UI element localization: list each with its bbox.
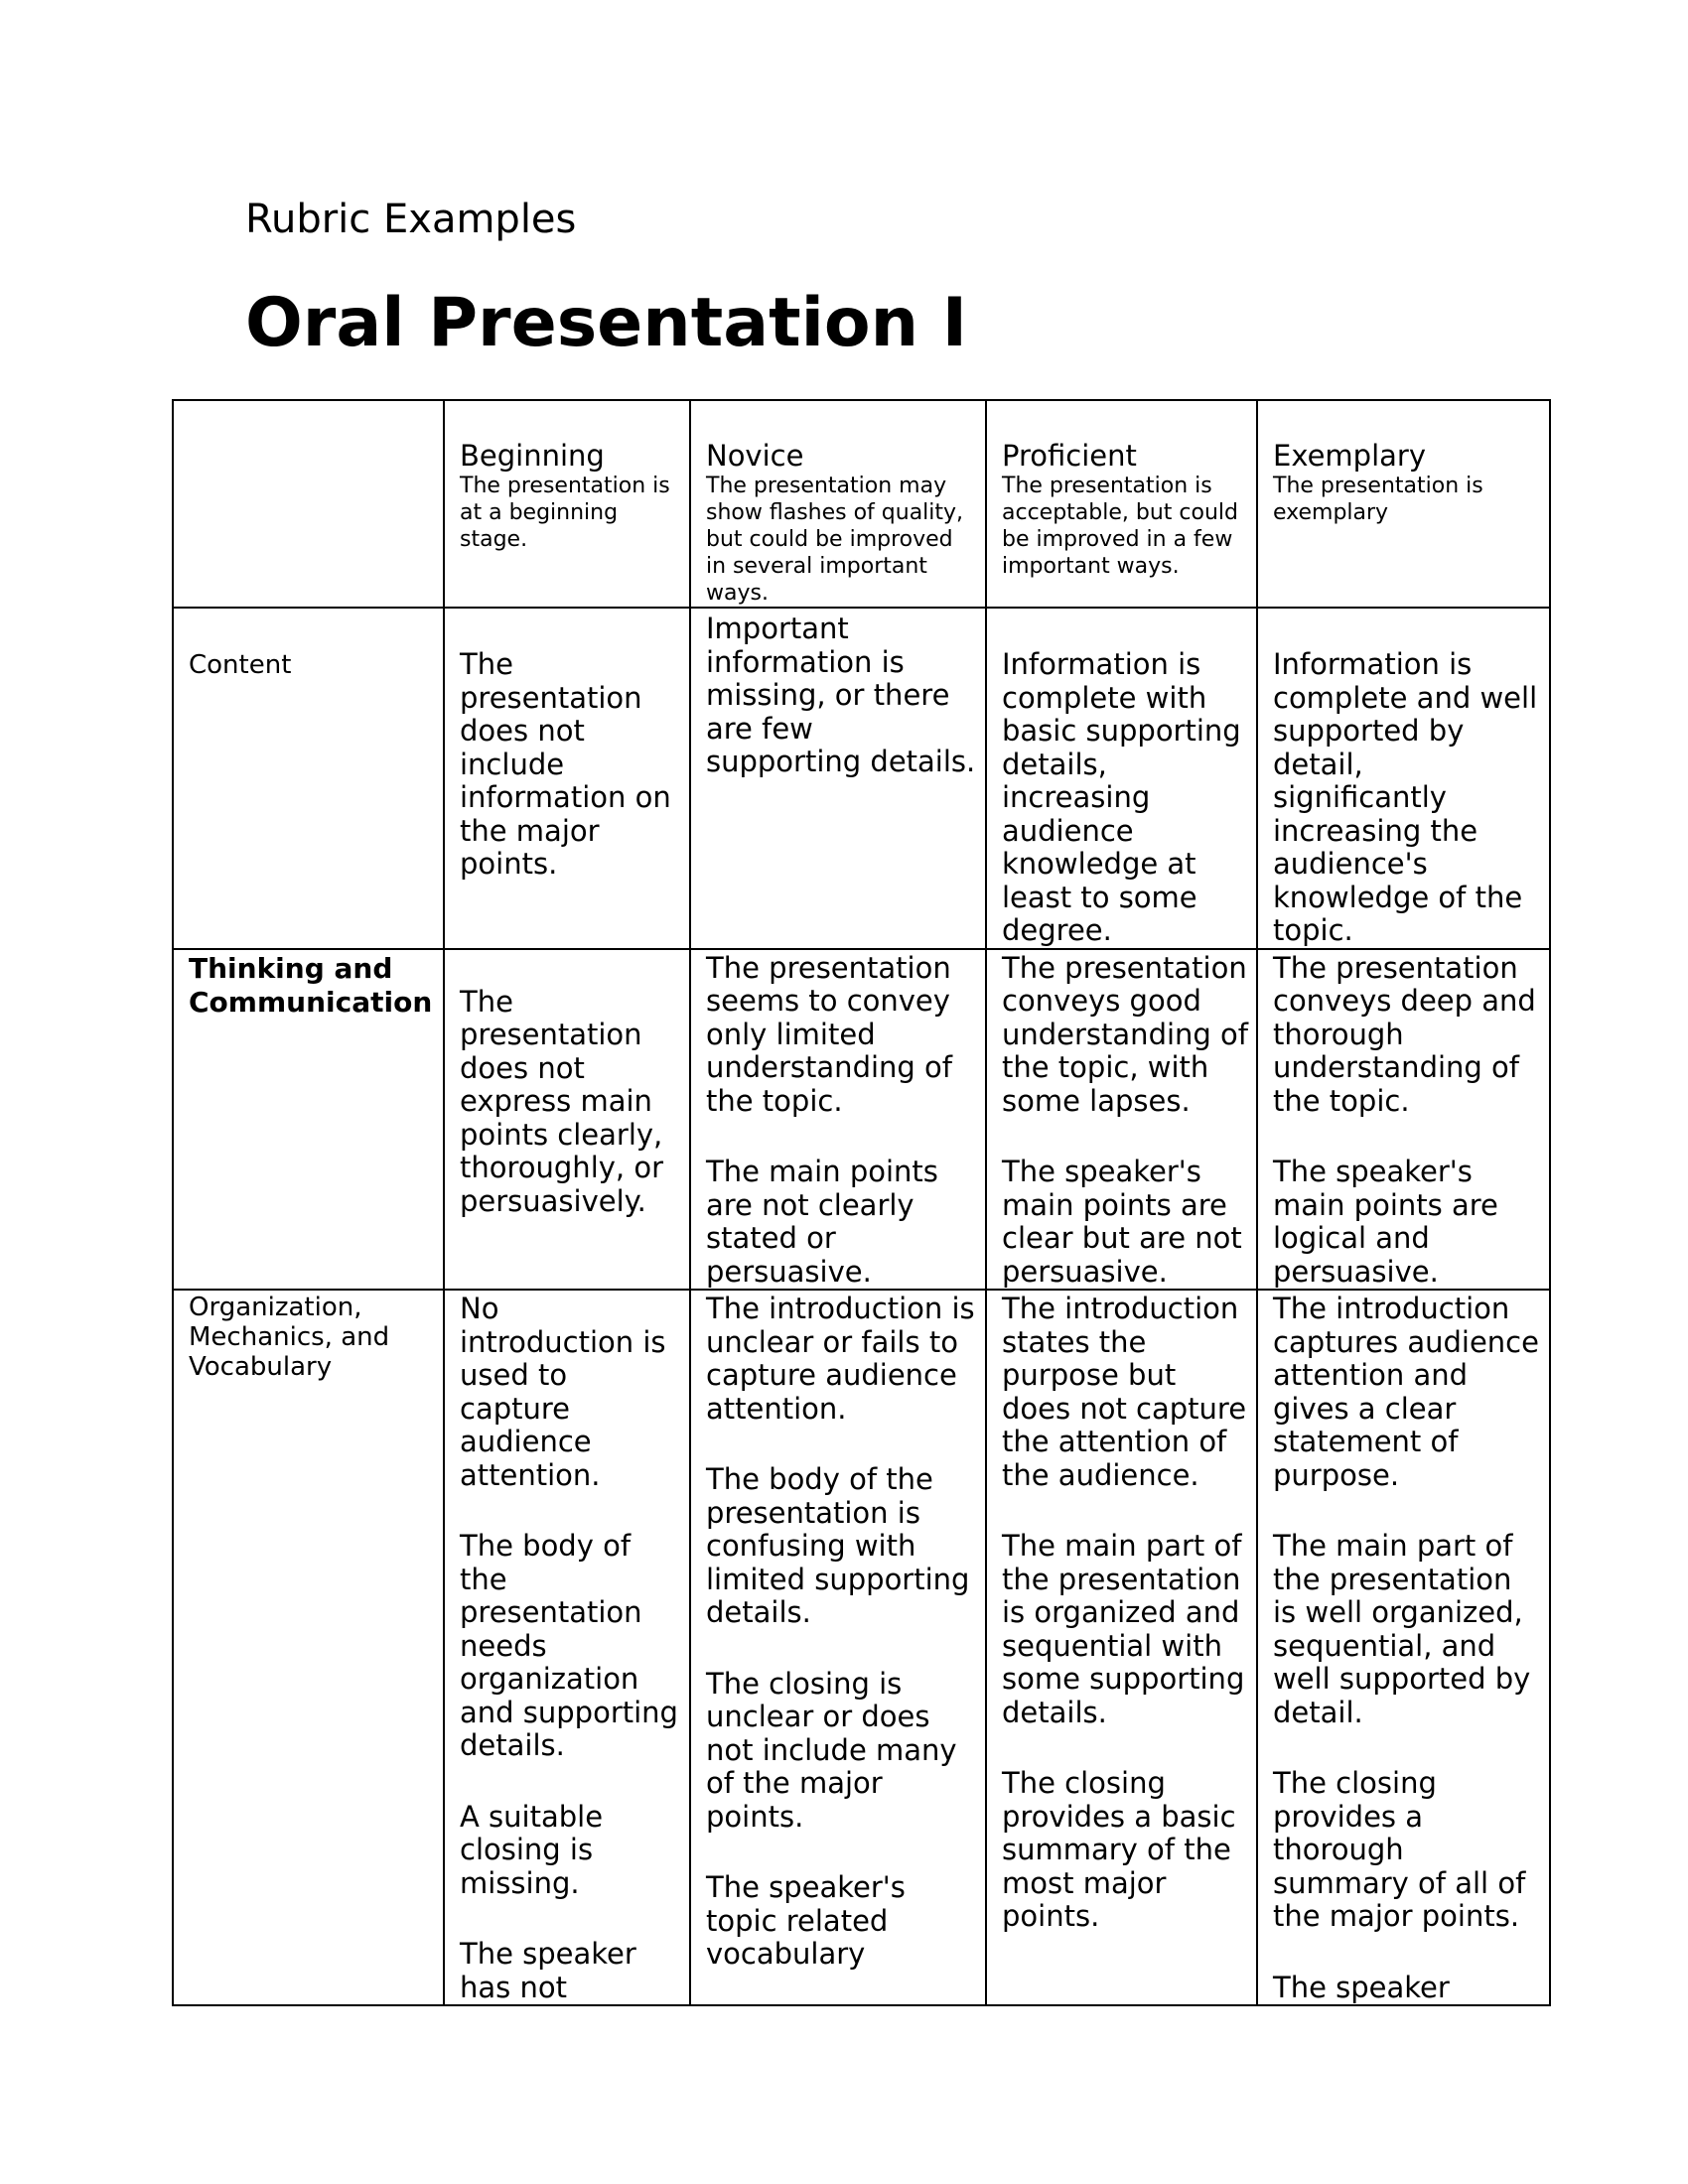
cell-text: The closing provides a basic summary of the most major points. — [1002, 1766, 1236, 1933]
rubric-cell — [690, 608, 986, 949]
level-header-proficient — [986, 400, 1257, 608]
rubric-cell — [1257, 608, 1550, 949]
cell-text: The body of the presentation is confusing with limited supporting details. — [706, 1462, 970, 1629]
cell-text: A suitable closing is missing. — [460, 1799, 604, 1900]
cell-text: The body of the presentation needs organization and supporting details. — [460, 1529, 678, 1762]
level-header-novice — [690, 400, 986, 608]
rubric-cell — [986, 608, 1257, 949]
document-subtitle: Rubric Examples — [245, 197, 577, 242]
criterion-label: Organization, Mechanics, and Vocabulary — [189, 1293, 390, 1382]
cell-text: The main points are not clearly stated or persuasive. — [706, 1155, 938, 1289]
rubric-cell — [444, 949, 690, 1291]
criterion-label: Content — [189, 650, 292, 680]
level-name: Beginning — [460, 439, 605, 473]
rubric-cell — [444, 608, 690, 949]
criterion-row-content — [173, 608, 1550, 949]
cell-text: The speaker — [1273, 1970, 1450, 2004]
cell-text: The closing provides a thorough summary of all of the major points. — [1273, 1766, 1526, 1933]
criterion-label: Thinking and Communication — [189, 951, 433, 1019]
cell-text: The speaker has not — [460, 1937, 636, 2004]
rubric-cell — [1257, 949, 1550, 1291]
rubric-cell — [986, 949, 1257, 1291]
cell-text: The introduction is unclear or fails to capture audience attention. — [706, 1292, 975, 1426]
criterion-cell — [173, 608, 444, 949]
cell-text: The presentation does not include information on the major points. — [460, 647, 671, 881]
cell-text: The speaker's main points are clear but are not persuasive. — [1002, 1155, 1242, 1289]
cell-text: No introduction is used to capture audience attention. — [460, 1292, 666, 1492]
rubric-table — [172, 399, 1551, 2006]
criterion-row-thinking — [173, 949, 1550, 1291]
cell-text: The presentation does not express main points clearly, thoroughly, or persuasively. — [460, 984, 664, 1218]
level-description: The presentation is at a beginning stage. — [460, 474, 670, 552]
cell-text: Important information is missing, or there are few supporting details. — [706, 612, 976, 778]
corner-cell — [173, 400, 444, 608]
criterion-row-organization — [173, 1290, 1550, 2005]
cell-text: Information is complete with basic supporting details, increasing audience knowledge at least to some degree. — [1002, 647, 1241, 947]
level-description: The presentation may show flashes of quality, but could be improved in several important ways. — [706, 474, 964, 606]
criterion-cell — [173, 949, 444, 1291]
cell-text: The presentation conveys good understanding of the topic, with some lapses. — [1002, 950, 1248, 1118]
cell-text: Information is complete and well supported by detail, significantly increasing the audience's knowledge of the topic. — [1273, 647, 1538, 947]
level-name: Novice — [706, 439, 804, 473]
cell-text: The main part of the presentation is well organized, sequential, and well supported by detail. — [1273, 1529, 1531, 1729]
rubric-cell — [986, 1290, 1257, 2005]
rubric-cell — [690, 1290, 986, 2005]
level-header-beginning — [444, 400, 690, 608]
level-header-exemplary — [1257, 400, 1550, 608]
rubric-cell — [444, 1290, 690, 2005]
level-description: The presentation is exemplary — [1273, 474, 1483, 525]
cell-text: The introduction states the purpose but does not capture the attention of the audience. — [1002, 1292, 1247, 1492]
rubric-cell — [690, 949, 986, 1291]
rubric-cell — [1257, 1290, 1550, 2005]
level-name: Proficient — [1002, 439, 1137, 473]
cell-text: The presentation conveys deep and thorough understanding of the topic. — [1273, 950, 1536, 1118]
cell-text: The main part of the presentation is organized and sequential with some supporting details. — [1002, 1529, 1245, 1729]
cell-text: The presentation seems to convey only limited understanding of the topic. — [706, 950, 952, 1118]
cell-text: The introduction captures audience attention and gives a clear statement of purpose. — [1273, 1292, 1539, 1492]
document-title: Oral Presentation I — [245, 284, 968, 362]
header-row — [173, 400, 1550, 608]
cell-text: The closing is unclear or does not include many of the major points. — [706, 1666, 957, 1834]
cell-text: The speaker's topic related vocabulary — [706, 1870, 906, 1971]
cell-text: The speaker's main points are logical and persuasive. — [1273, 1155, 1498, 1289]
level-name: Exemplary — [1273, 439, 1427, 473]
criterion-cell — [173, 1290, 444, 2005]
level-description: The presentation is acceptable, but could be improved in a few important ways. — [1002, 474, 1238, 579]
